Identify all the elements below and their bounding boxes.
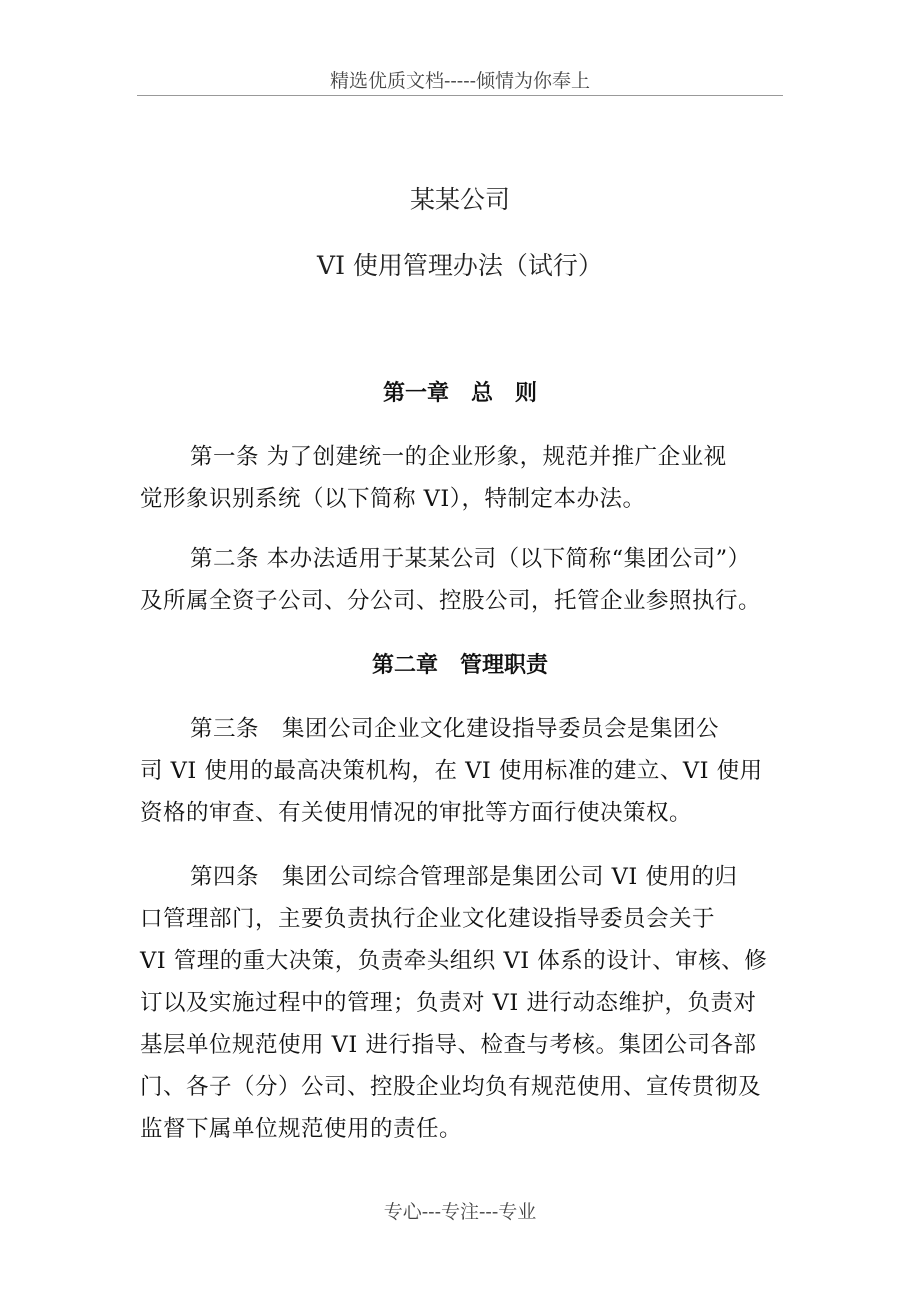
article-3-line: 资格的审查、有关使用情况的审批等方面行使决策权。 xyxy=(140,800,693,826)
article-2-line: 第二条 本办法适用于某某公司（以下简称“集团公司”） xyxy=(190,546,751,572)
article-4-line: 门、各子（分）公司、控股企业均负有规范使用、宣传贯彻及 xyxy=(140,1074,762,1100)
article-4-line: VI 管理的重大决策，负责牵头组织 VI 体系的设计、审核、修 xyxy=(140,948,768,974)
article-3-line: 第三条 集团公司企业文化建设指导委员会是集团公 xyxy=(190,716,720,742)
chapter-1-heading: 第一章 总 则 xyxy=(382,380,537,406)
header-rule xyxy=(137,95,783,96)
article-3-line: 司 VI 使用的最高决策机构，在 VI 使用标准的建立、VI 使用 xyxy=(140,758,763,784)
article-1-line: 觉形象识别系统（以下简称 VI），特制定本办法。 xyxy=(140,486,646,512)
article-1-line: 第一条 为了创建统一的企业形象，规范并推广企业视 xyxy=(190,444,727,470)
document-title: 某某公司 xyxy=(409,185,510,214)
page-footer: 专心---专注---专业 xyxy=(383,1201,537,1223)
article-4-line: 订以及实施过程中的管理；负责对 VI 进行动态维护，负责对 xyxy=(140,990,757,1016)
chapter-2-heading: 第二章 管理职责 xyxy=(371,652,548,678)
page-header: 精选优质文档-----倾情为你奉上 xyxy=(329,70,591,92)
article-4-line: 监督下属单位规范使用的责任。 xyxy=(140,1116,463,1142)
article-4-line: 基层单位规范使用 VI 进行指导、检查与考核。集团公司各部 xyxy=(140,1032,757,1058)
article-4-line: 第四条 集团公司综合管理部是集团公司 VI 使用的归 xyxy=(190,864,738,890)
article-2-line: 及所属全资子公司、分公司、控股公司，托管企业参照执行。 xyxy=(140,588,762,614)
document-subtitle: VI 使用管理办法（试行） xyxy=(317,251,603,280)
article-4-line: 口管理部门，主要负责执行企业文化建设指导委员会关于 xyxy=(140,906,716,932)
